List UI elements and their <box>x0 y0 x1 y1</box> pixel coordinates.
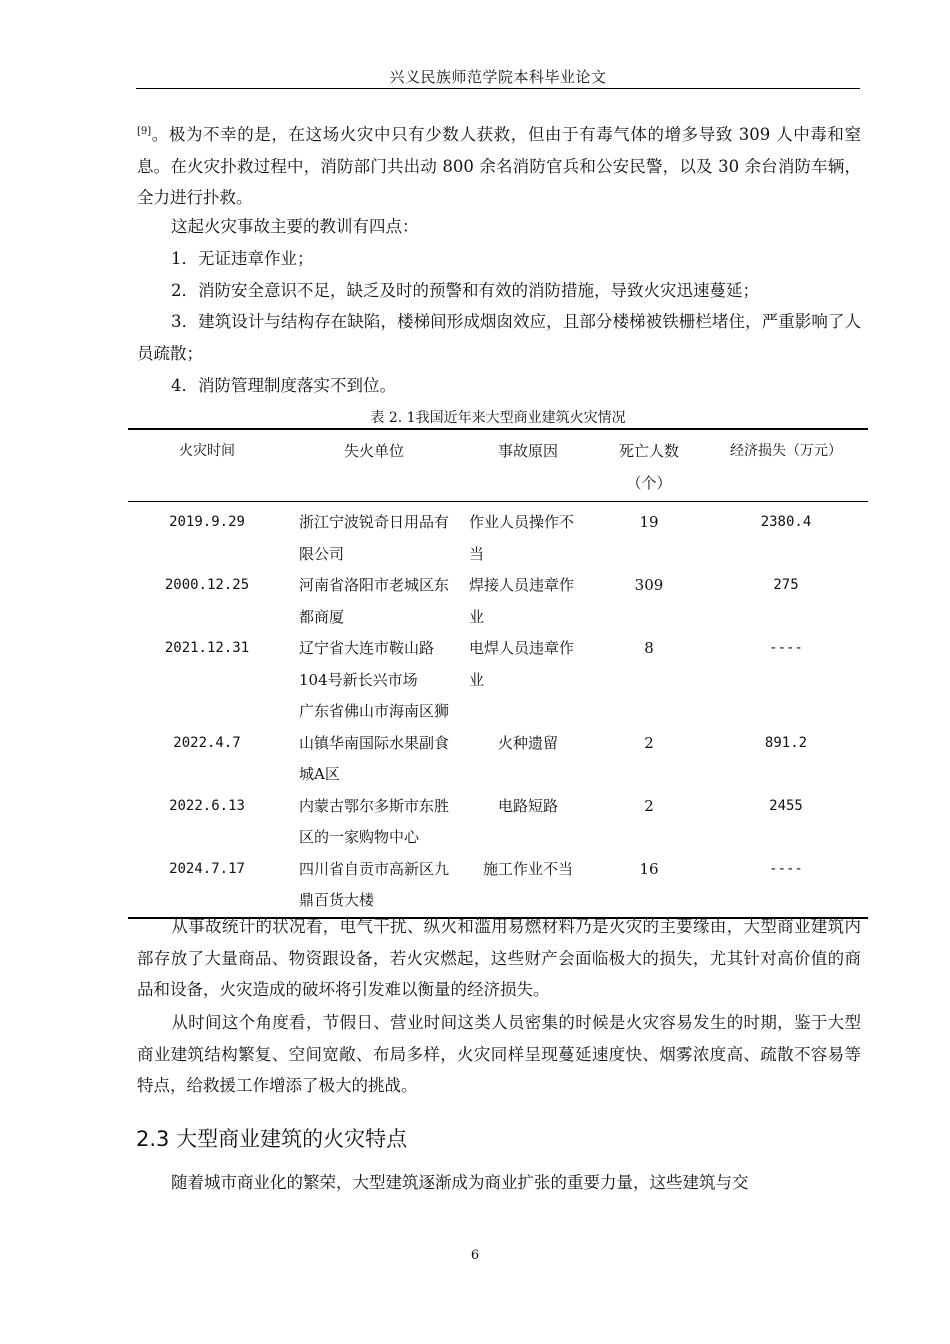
analysis-paragraph-2-text: 从时间这个角度看，节假日、营业时间这类人员密集的时候是火灾容易发生的时期，鉴于大型商业建筑结构繁复、空间宽敞、布局多样，火灾同样呈现蔓延速度快、烟雾浓度高、疏散不容易等特点，给救援工作增添了极大的挑战。 <box>137 1013 861 1095</box>
cell-cause <box>462 502 594 571</box>
table-header-row <box>128 429 868 502</box>
header-time: 火灾时间 <box>179 443 235 459</box>
lesson-item <box>137 243 861 275</box>
cell-deaths: 16 <box>639 859 659 878</box>
cell-cause-text: 电路短路 <box>497 796 558 815</box>
cell-unit-text: 辽宁省大连市鞍山路104号新长兴市场 <box>299 639 435 689</box>
page-header: 兴义民族师范学院本科毕业论文 <box>389 68 607 86</box>
header-deaths-text: 死亡人数（个） <box>618 442 679 492</box>
header-loss: 经济损失（万元） <box>730 443 842 459</box>
cell-deaths: 19 <box>639 513 659 531</box>
citation-ref: [9] <box>137 126 152 137</box>
lessons-intro-text: 这起火灾事故主要的教训有四点： <box>171 217 419 236</box>
cell-cause <box>462 696 594 791</box>
cell-loss: 275 <box>773 577 799 593</box>
cell-loss: 891.2 <box>764 734 808 751</box>
intro-paragraph <box>137 116 861 214</box>
cell-cause <box>462 633 594 696</box>
header-unit: 失火单位 <box>343 442 404 460</box>
header-rule <box>136 88 860 89</box>
cell-time: 2019.9.29 <box>169 514 245 530</box>
cell-time: 2021.12.31 <box>164 640 250 656</box>
cell-loss: 2380.4 <box>760 514 812 530</box>
cell-cause-text: 电焊人员违章作业 <box>469 639 575 689</box>
cell-cause <box>462 791 594 854</box>
cell-unit-text: 内蒙古鄂尔多斯市东胜区的一家购物中心 <box>299 796 450 846</box>
cell-unit-text: 广东省佛山市海南区狮山镇华南国际水果副食城A区 <box>299 702 450 783</box>
cell-deaths: 8 <box>644 639 654 657</box>
lesson-item <box>137 306 861 369</box>
cell-unit <box>286 791 462 854</box>
cell-unit-text: 四川省自贡市高新区九鼎百货大楼 <box>299 859 450 909</box>
table-caption: 表 2. 1我国近年来大型商业建筑火灾情况 <box>370 410 626 426</box>
cell-unit-text: 浙江宁波锐奇日用品有限公司 <box>299 513 450 563</box>
cell-loss: ---- <box>769 860 803 877</box>
cell-cause <box>462 570 594 633</box>
lesson-item-text: 1．无证违章作业； <box>171 249 314 268</box>
cell-loss: 2455 <box>769 797 803 814</box>
cell-loss: ---- <box>769 640 803 656</box>
lessons-intro <box>137 211 861 243</box>
section-paragraph <box>137 1167 861 1199</box>
cell-deaths: 309 <box>634 576 664 594</box>
section-paragraph-text: 随着城市商业化的繁荣，大型建筑逐渐成为商业扩张的重要力量，这些建筑与交 <box>171 1173 749 1192</box>
table-row <box>128 570 868 633</box>
cell-unit-text: 河南省洛阳市老城区东都商厦 <box>299 576 450 626</box>
cell-cause-text: 焊接人员违章作业 <box>469 576 575 626</box>
analysis-paragraph-1-text: 从事故统计的状况看，电气干扰、纵火和滥用易燃材料乃是火灾的主要缘由，大型商业建筑内部存放了大量商品、物资跟设备，若火灾燃起，这些财产会面临极大的损失，尤其针对高价值的商品和设备，火灾造成的破坏将引发难以衡量的经济损失。 <box>137 917 861 999</box>
table-row <box>128 854 868 918</box>
cell-cause-text: 施工作业不当 <box>482 859 573 878</box>
intro-text: 。极为不幸的是，在这场火灾中只有少数人获救，但由于有毒气体的增多导致 309 人中毒和窒息。在火灾扑救过程中，消防部门共出动 800 余名消防官兵和公安民警，以及 30 余台消防车辆，全力进行扑救。 <box>137 125 861 207</box>
fire-incidents-table <box>128 428 868 919</box>
lesson-item <box>137 275 861 307</box>
cell-unit <box>286 502 462 571</box>
cell-cause <box>462 854 594 918</box>
cell-deaths: 2 <box>644 733 654 752</box>
cell-unit <box>286 570 462 633</box>
cell-cause-text: 作业人员操作不当 <box>469 513 575 563</box>
table-row <box>128 502 868 571</box>
header-cause: 事故原因 <box>497 442 558 460</box>
page-number: 6 <box>470 1248 480 1263</box>
cell-time: 2024.7.17 <box>169 860 245 877</box>
table-row <box>128 791 868 854</box>
lesson-item-text: 2．消防安全意识不足，缺乏及时的预警和有效的消防措施，导致火灾迅速蔓延； <box>171 281 759 300</box>
analysis-paragraph-2 <box>137 1007 861 1102</box>
cell-unit <box>286 854 462 918</box>
lesson-item <box>137 370 861 402</box>
cell-time: 2000.12.25 <box>164 577 250 593</box>
header-deaths <box>594 429 704 502</box>
table-row <box>128 633 868 696</box>
cell-time: 2022.4.7 <box>173 734 241 751</box>
cell-cause-text: 火种遗留 <box>497 733 558 752</box>
section-heading: 2.3 大型商业建筑的火灾特点 <box>136 1127 408 1151</box>
cell-deaths: 2 <box>644 796 654 815</box>
lesson-item-text: 3．建筑设计与结构存在缺陷，楼梯间形成烟囱效应，且部分楼梯被铁栅栏堵住，严重影响了人员疏散； <box>137 312 861 363</box>
lesson-item-text: 4．消防管理制度落实不到位。 <box>171 376 396 395</box>
cell-unit <box>286 633 462 696</box>
cell-time: 2022.6.13 <box>169 797 245 814</box>
cell-unit <box>286 696 462 791</box>
table-row <box>128 696 868 791</box>
analysis-paragraph-1 <box>137 911 861 1006</box>
